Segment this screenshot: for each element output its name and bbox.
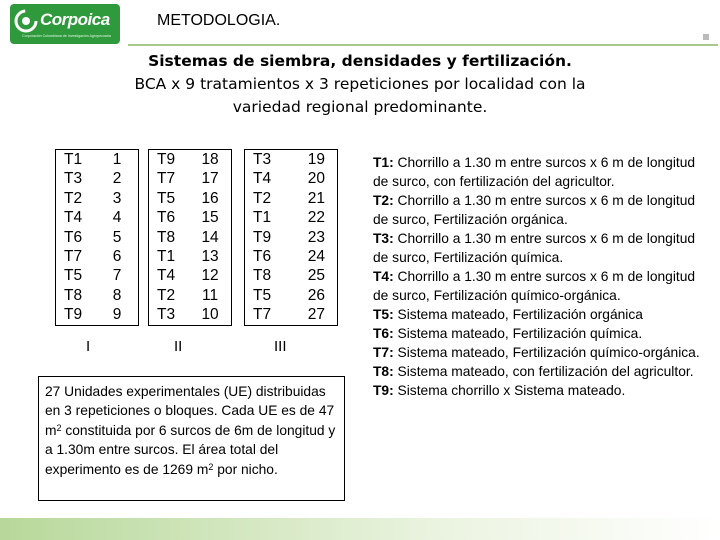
treatment-item bbox=[373, 362, 703, 381]
unit-number: 15 bbox=[201, 209, 219, 227]
treatment-item-code: T6: bbox=[373, 326, 394, 341]
note-text-2: constituida por 6 surcos de 6m de longitud y a 1.30m entre surcos. El área total del experimento es de 1269 m bbox=[45, 422, 336, 477]
note-sup-2: 2 bbox=[208, 461, 214, 472]
logo-swirl-icon bbox=[14, 9, 38, 33]
logo-text: Corpoica bbox=[40, 10, 110, 29]
treatment-code: T5 bbox=[64, 267, 83, 285]
unit-number: 22 bbox=[307, 209, 325, 227]
header-bar bbox=[0, 0, 720, 46]
table-row bbox=[56, 169, 138, 188]
unit-number: 18 bbox=[201, 151, 219, 168]
table-row bbox=[56, 247, 138, 266]
unit-number: 26 bbox=[307, 286, 325, 304]
table-row bbox=[245, 305, 337, 324]
treatment-code: T1 bbox=[157, 247, 176, 265]
table-row bbox=[245, 228, 337, 247]
unit-number: 27 bbox=[307, 306, 325, 324]
unit-number: 3 bbox=[112, 189, 122, 207]
treatment-code: T2 bbox=[157, 286, 176, 304]
unit-number: 9 bbox=[112, 306, 122, 324]
repetition-table-2 bbox=[148, 149, 232, 326]
table-row bbox=[149, 169, 231, 188]
table-row bbox=[56, 305, 138, 324]
treatment-descriptions bbox=[373, 153, 703, 400]
unit-number: 20 bbox=[307, 170, 325, 188]
table-row bbox=[245, 286, 337, 305]
unit-number: 17 bbox=[201, 170, 219, 188]
treatment-item bbox=[373, 324, 703, 343]
treatment-item-text: Sistema mateado, Fertilización química. bbox=[393, 326, 643, 341]
subtitle-line-3: variedad regional predominante. bbox=[232, 98, 488, 116]
subtitle-line-1: Sistemas de siembra, densidades y fertilización. bbox=[148, 52, 572, 70]
unit-number: 6 bbox=[112, 247, 122, 265]
treatment-code: T6 bbox=[253, 247, 272, 265]
treatment-item-code: T4: bbox=[373, 269, 394, 284]
treatment-code: T3 bbox=[253, 151, 272, 168]
treatment-code: T5 bbox=[157, 189, 176, 207]
treatment-code: T7 bbox=[64, 247, 83, 265]
unit-number: 1 bbox=[112, 151, 122, 168]
unit-number: 10 bbox=[201, 306, 219, 324]
unit-number: 5 bbox=[112, 228, 122, 246]
table-row bbox=[245, 150, 337, 169]
treatment-code: T4 bbox=[157, 267, 176, 285]
treatment-code: T8 bbox=[253, 267, 272, 285]
unit-number: 11 bbox=[202, 286, 219, 304]
treatment-code: T3 bbox=[157, 306, 176, 324]
table-row bbox=[56, 208, 138, 227]
unit-number: 7 bbox=[112, 267, 122, 285]
treatment-item-code: T9: bbox=[373, 383, 394, 398]
unit-number: 14 bbox=[201, 228, 219, 246]
table-row bbox=[245, 189, 337, 208]
treatment-item-text: Chorrillo a 1.30 m entre surcos x 6 m de longitud de surco, Fertilización química. bbox=[373, 231, 696, 265]
treatment-item bbox=[373, 343, 703, 362]
treatment-code: T7 bbox=[253, 306, 272, 324]
treatment-code: T5 bbox=[253, 286, 272, 304]
treatment-item bbox=[373, 229, 703, 267]
table-row bbox=[56, 150, 138, 169]
treatment-code: T4 bbox=[64, 209, 83, 227]
header-divider bbox=[128, 44, 718, 46]
treatment-item-text: Sistema chorrillo x Sistema mateado. bbox=[393, 383, 626, 398]
unit-number: 4 bbox=[112, 209, 122, 227]
table-row bbox=[56, 189, 138, 208]
treatment-code: T2 bbox=[253, 189, 272, 207]
note-text-3: por nicho. bbox=[213, 461, 278, 477]
unit-number: 19 bbox=[307, 151, 325, 168]
note-text-1: 27 Unidades experimentales (UE) distribuidas en 3 repeticiones o bloques. Cada UE es de 47 m bbox=[45, 384, 335, 438]
unit-number: 24 bbox=[307, 247, 325, 265]
treatment-item bbox=[373, 153, 703, 191]
corpoica-logo bbox=[10, 4, 120, 44]
treatment-code: T9 bbox=[253, 228, 272, 246]
treatment-item-text: Chorrillo a 1.30 m entre surcos x 6 m de longitud de surco, Fertilización orgánica. bbox=[373, 193, 696, 227]
treatment-item-code: T3: bbox=[373, 231, 394, 246]
treatment-item-text: Sistema mateado, con fertilización del agricultor. bbox=[393, 364, 694, 379]
repetition-label-1: I bbox=[86, 338, 91, 355]
table-row bbox=[56, 286, 138, 305]
unit-number: 12 bbox=[201, 267, 219, 285]
treatment-item-text: Sistema mateado, Fertilización químico-orgánica. bbox=[393, 345, 700, 360]
treatment-item-code: T8: bbox=[373, 364, 394, 379]
repetition-label-2: II bbox=[174, 338, 183, 355]
treatment-code: T4 bbox=[253, 170, 272, 188]
treatment-item bbox=[373, 305, 703, 324]
table-row bbox=[245, 266, 337, 285]
page-title: METODOLOGIA. bbox=[157, 12, 281, 29]
treatment-item-text: Sistema mateado, Fertilización orgánica bbox=[393, 307, 643, 322]
unit-number: 13 bbox=[201, 247, 219, 265]
unit-number: 2 bbox=[112, 170, 122, 188]
table-row bbox=[149, 286, 231, 305]
table-row bbox=[149, 228, 231, 247]
table-row bbox=[149, 305, 231, 324]
unit-number: 8 bbox=[112, 286, 122, 304]
treatment-item-text: Chorrillo a 1.30 m entre surcos x 6 m de longitud de surco, con fertilización del agricultor. bbox=[373, 155, 696, 189]
repetition-label-3: III bbox=[274, 338, 287, 355]
treatment-item-code: T7: bbox=[373, 345, 394, 360]
repetition-table-3 bbox=[244, 149, 338, 326]
slide-subtitle bbox=[100, 50, 620, 119]
table-row bbox=[245, 169, 337, 188]
unit-number: 16 bbox=[201, 189, 219, 207]
table-row bbox=[56, 266, 138, 285]
treatment-code: T7 bbox=[157, 170, 176, 188]
treatment-item-code: T2: bbox=[373, 193, 394, 208]
note-sup-1: 2 bbox=[56, 422, 62, 433]
table-row bbox=[149, 208, 231, 227]
logo-subtitle: Corporación Colombiana de Investigación Agropecuaria bbox=[22, 34, 111, 38]
treatment-code: T8 bbox=[64, 286, 83, 304]
table-row bbox=[245, 247, 337, 266]
treatment-code: T6 bbox=[64, 228, 83, 246]
treatment-item bbox=[373, 381, 703, 400]
treatment-code: T9 bbox=[157, 151, 176, 168]
unit-number: 25 bbox=[307, 267, 325, 285]
treatment-item-text: Chorrillo a 1.30 m entre surcos x 6 m de longitud de surco, Fertilización químico-orgánica. bbox=[373, 269, 696, 303]
table-row bbox=[56, 228, 138, 247]
treatment-item bbox=[373, 267, 703, 305]
repetition-table-1 bbox=[55, 149, 139, 326]
corner-marker bbox=[703, 34, 709, 40]
treatment-code: T9 bbox=[64, 306, 83, 324]
treatment-code: T1 bbox=[64, 151, 83, 168]
experimental-units-note bbox=[38, 376, 345, 501]
treatment-code: T8 bbox=[157, 228, 176, 246]
footer-bar bbox=[0, 518, 720, 540]
table-row bbox=[245, 208, 337, 227]
treatment-code: T3 bbox=[64, 170, 83, 188]
table-row bbox=[149, 150, 231, 169]
table-row bbox=[149, 266, 231, 285]
treatment-code: T6 bbox=[157, 209, 176, 227]
treatment-item-code: T1: bbox=[373, 155, 394, 170]
subtitle-line-2: BCA x 9 tratamientos x 3 repeticiones por localidad con la bbox=[134, 75, 586, 93]
treatment-item-code: T5: bbox=[373, 307, 394, 322]
table-row bbox=[149, 247, 231, 266]
unit-number: 23 bbox=[307, 228, 325, 246]
table-row bbox=[149, 189, 231, 208]
treatment-code: T2 bbox=[64, 189, 83, 207]
treatment-code: T1 bbox=[253, 209, 272, 227]
treatment-item bbox=[373, 191, 703, 229]
unit-number: 21 bbox=[307, 189, 325, 207]
